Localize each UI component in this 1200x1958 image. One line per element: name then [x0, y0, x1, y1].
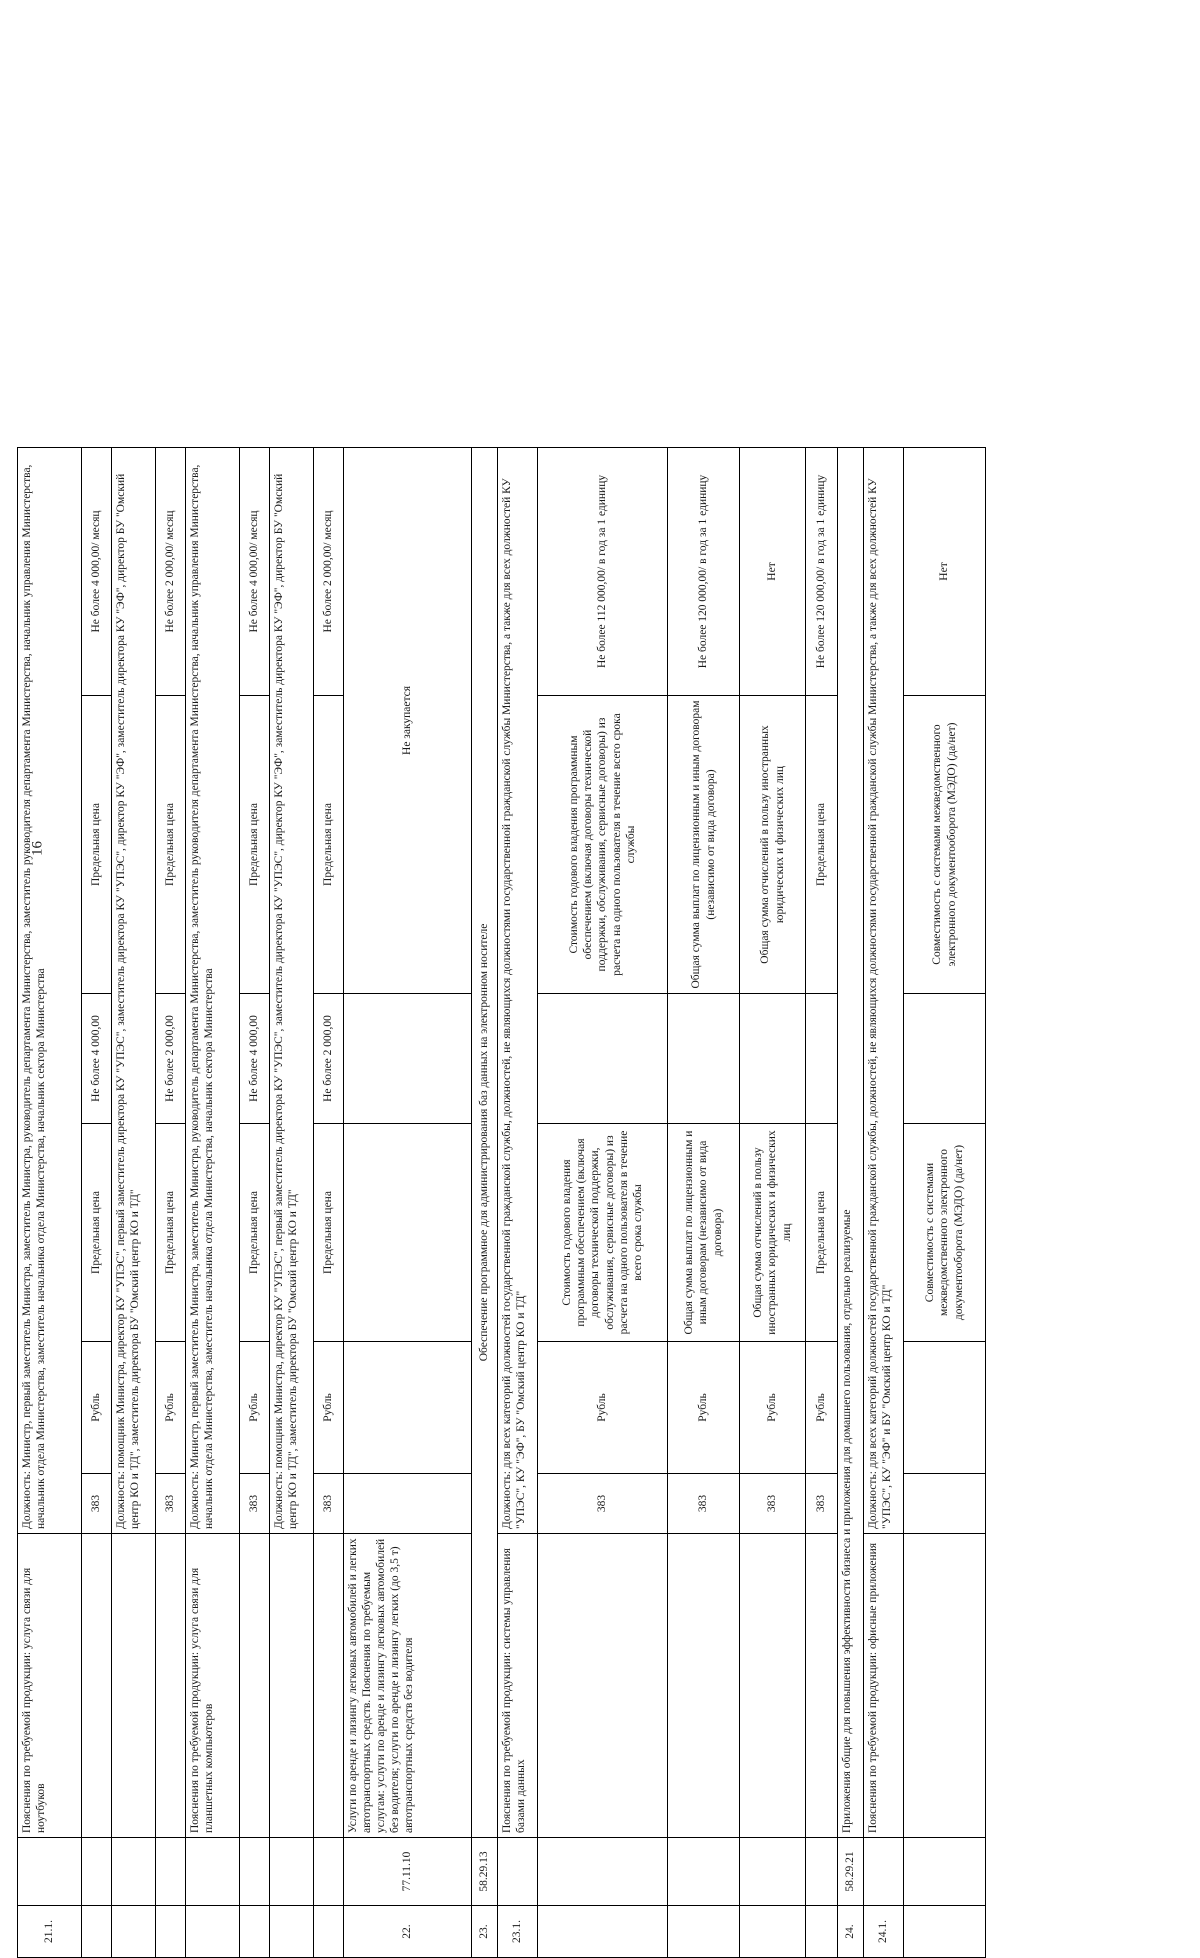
characteristic: Совместимость с системами межведомственного электронного документооборота (МЭДО) (да/нет): [904, 1124, 986, 1342]
value: Нет: [904, 447, 986, 695]
value: [740, 994, 806, 1124]
value: [668, 994, 740, 1124]
unit-name: Рубль: [806, 1342, 838, 1474]
value: Не более 112 000,00/ в год за 1 единицу: [538, 447, 668, 695]
value: Не более 2 000,00: [156, 994, 186, 1124]
table-row: [472, 447, 498, 1957]
okei-code: 383: [806, 1474, 838, 1534]
okei-code: 383: [82, 1474, 112, 1534]
okpd-code: [18, 1838, 82, 1906]
unit-name: Рубль: [240, 1342, 270, 1474]
table-row: [270, 447, 314, 1957]
value: Не более 2 000,00/ месяц: [156, 447, 186, 695]
unit-name: [904, 1342, 986, 1474]
characteristic: Стоимость годового владения программным обеспечением (включая договоры технической поддержки, обслуживания, сервисные договоры) из расчета на одного пользователя в течение всего срока службы: [538, 1124, 668, 1342]
okei-code: [344, 1474, 472, 1534]
table-row: [806, 447, 838, 1957]
unit-name: Рубль: [82, 1342, 112, 1474]
characteristic: Предельная цена: [314, 696, 344, 994]
page-number: 16: [29, 841, 46, 856]
okei-code: 383: [156, 1474, 186, 1534]
row-number: 23.: [472, 1906, 498, 1958]
table-row: [156, 447, 186, 1957]
product-name: Пояснения по требуемой продукции: системы управления базами данных: [498, 1534, 538, 1838]
table-row: [864, 447, 904, 1957]
product-name: Пояснения по требуемой продукции: услуга связи для планшетных компьютеров: [186, 1534, 240, 1838]
table-row: [344, 447, 472, 1957]
value: [806, 994, 838, 1124]
table-row: [740, 447, 806, 1957]
characteristic: Предельная цена: [82, 1124, 112, 1342]
characteristic: [344, 1124, 472, 1342]
okpd-code: 58.29.21: [838, 1838, 864, 1906]
row-number: 24.1.: [864, 1906, 904, 1958]
value: Не более 4 000,00: [240, 994, 270, 1124]
value: Не более 4 000,00/ месяц: [82, 447, 112, 695]
unit-name: Рубль: [538, 1342, 668, 1474]
value: Не более 2 000,00: [314, 994, 344, 1124]
okpd-code: 77.11.10: [344, 1838, 472, 1906]
product-name: Пояснения по требуемой продукции: офисные приложения: [864, 1534, 904, 1838]
characteristic: Общая сумма отчислений в пользу иностранных юридических и физических лиц: [740, 1124, 806, 1342]
section-title: Приложения общие для повышения эффективности бизнеса и приложения для домашнего пользования, отдельно реализуемые: [838, 447, 864, 1837]
position-description: Должность: для всех категорий должностей государственной гражданской службы, должностей, не являющихся должностями государственной гражданской службы Министерства, а также для всех должностей КУ "УПЭС", КУ "ЭФ" и БУ "Омский центр КО и ТД": [864, 447, 904, 1533]
characteristic: Совместимость с системами межведомственного электронного документооборота (МЭДО) (да/нет): [904, 696, 986, 994]
position-description: Должность: помощник Министра, директор КУ "УПЭС", первый заместитель директора КУ "УПЭС", заместитель директора КУ "УПЭС", директор КУ "ЭФ", заместитель директора КУ "ЭФ", директор БУ "Омский центр КО и ТД", заместитель директора БУ "Омский центр КО и ТД": [270, 447, 314, 1533]
requirements-table: [17, 447, 986, 1958]
okei-code: 383: [538, 1474, 668, 1534]
table-row: [82, 447, 112, 1957]
value: Не более 4 000,00: [82, 994, 112, 1124]
position-description: Должность: для всех категорий должностей государственной гражданской службы, должностей, не являющихся должностями государственной гражданской службы Министерства, а также для всех должностей КУ "УПЭС", КУ "ЭФ", БУ "Омский центр КО и ТД": [498, 447, 538, 1533]
table-row: [314, 447, 344, 1957]
characteristic: Предельная цена: [314, 1124, 344, 1342]
value: Не более 4 000,00/ месяц: [240, 447, 270, 695]
characteristic: Предельная цена: [240, 696, 270, 994]
position-description: Должность: Министр, первый заместитель Министра, заместитель Министра, руководитель департамента Министерства, заместитель руководителя департамента Министерства, начальник управления Министерства, начальник отдела Министерства, заместитель начальника отдела Министерства, начальник сектора Министерства: [18, 447, 82, 1533]
value: Не более 120 000,00/ в год за 1 единицу: [806, 447, 838, 695]
okei-code: 383: [314, 1474, 344, 1534]
characteristic: Предельная цена: [156, 1124, 186, 1342]
value: [904, 994, 986, 1124]
value: Не более 120 000,00/ в год за 1 единицу: [668, 447, 740, 695]
not-purchased-note: Не закупается: [344, 447, 472, 993]
characteristic: Предельная цена: [806, 696, 838, 994]
section-title: Обеспечение программное для администрирования баз данных на электронном носителе: [472, 447, 498, 1837]
characteristic: Предельная цена: [240, 1124, 270, 1342]
table-row: [18, 447, 82, 1957]
characteristic: Общая сумма выплат по лицензионным и иным договорам (независимо от вида договора): [668, 696, 740, 994]
unit-name: Рубль: [668, 1342, 740, 1474]
characteristic: Предельная цена: [806, 1124, 838, 1342]
value: [538, 994, 668, 1124]
product-name: Пояснения по требуемой продукции: услуга связи для ноутбуков: [18, 1534, 82, 1838]
row-number: 23.1.: [498, 1906, 538, 1958]
value: Не более 2 000,00/ месяц: [314, 447, 344, 695]
characteristic: Предельная цена: [156, 696, 186, 994]
position-description: Должность: помощник Министра, директор КУ "УПЭС", первый заместитель директора КУ "УПЭС", заместитель директора КУ "УПЭС", директор КУ "ЭФ", заместитель директора КУ "ЭФ", директор БУ "Омский центр КО и ТД", заместитель директора БУ "Омский центр КО и ТД": [112, 447, 156, 1533]
okei-code: [904, 1474, 986, 1534]
value: Нет: [740, 447, 806, 695]
unit-name: Рубль: [156, 1342, 186, 1474]
okei-code: 383: [240, 1474, 270, 1534]
product-name: Услуги по аренде и лизингу легковых автомобилей и легких автотранспортных средств. Пояснения по требуемым услугам: услуги по аренде и лизингу легковых автомобилей без водителя; услуги по аренде и лизингу легких (до 3,5 т) автотранспортных средств без водителя: [344, 1534, 472, 1838]
rotated-page: [17, 448, 1047, 1958]
characteristic: Общая сумма выплат по лицензионным и иным договорам (независимо от вида договора): [668, 1124, 740, 1342]
table-row: [498, 447, 538, 1957]
table-row: [904, 447, 986, 1957]
value: [344, 994, 472, 1124]
unit-name: Рубль: [314, 1342, 344, 1474]
table-row: [186, 447, 240, 1957]
table-row: [668, 447, 740, 1957]
characteristic: Стоимость годового владения программным обеспечением (включая договоры технической поддержки, обслуживания, сервисные договоры) из расчета на одного пользователя в течение всего срока службы: [538, 696, 668, 994]
characteristic: Общая сумма отчислений в пользу иностранных юридических и физических лиц: [740, 696, 806, 994]
okei-code: 383: [668, 1474, 740, 1534]
table-row: [240, 447, 270, 1957]
unit-name: [344, 1342, 472, 1474]
table-row: [112, 447, 156, 1957]
position-description: Должность: Министр, первый заместитель Министра, заместитель Министра, руководитель департамента Министерства, заместитель руководителя департамента Министерства, начальник управления Министерства, начальник отдела Министерства, заместитель начальника отдела Министерства, начальник сектора Министерства: [186, 447, 240, 1533]
unit-name: Рубль: [740, 1342, 806, 1474]
row-number: 22.: [344, 1906, 472, 1958]
okpd-code: 58.29.13: [472, 1838, 498, 1906]
row-number: 24.: [838, 1906, 864, 1958]
row-number: 21.1.: [18, 1906, 82, 1958]
table-row: [838, 447, 864, 1957]
characteristic: Предельная цена: [82, 696, 112, 994]
okei-code: 383: [740, 1474, 806, 1534]
table-row: [538, 447, 668, 1957]
